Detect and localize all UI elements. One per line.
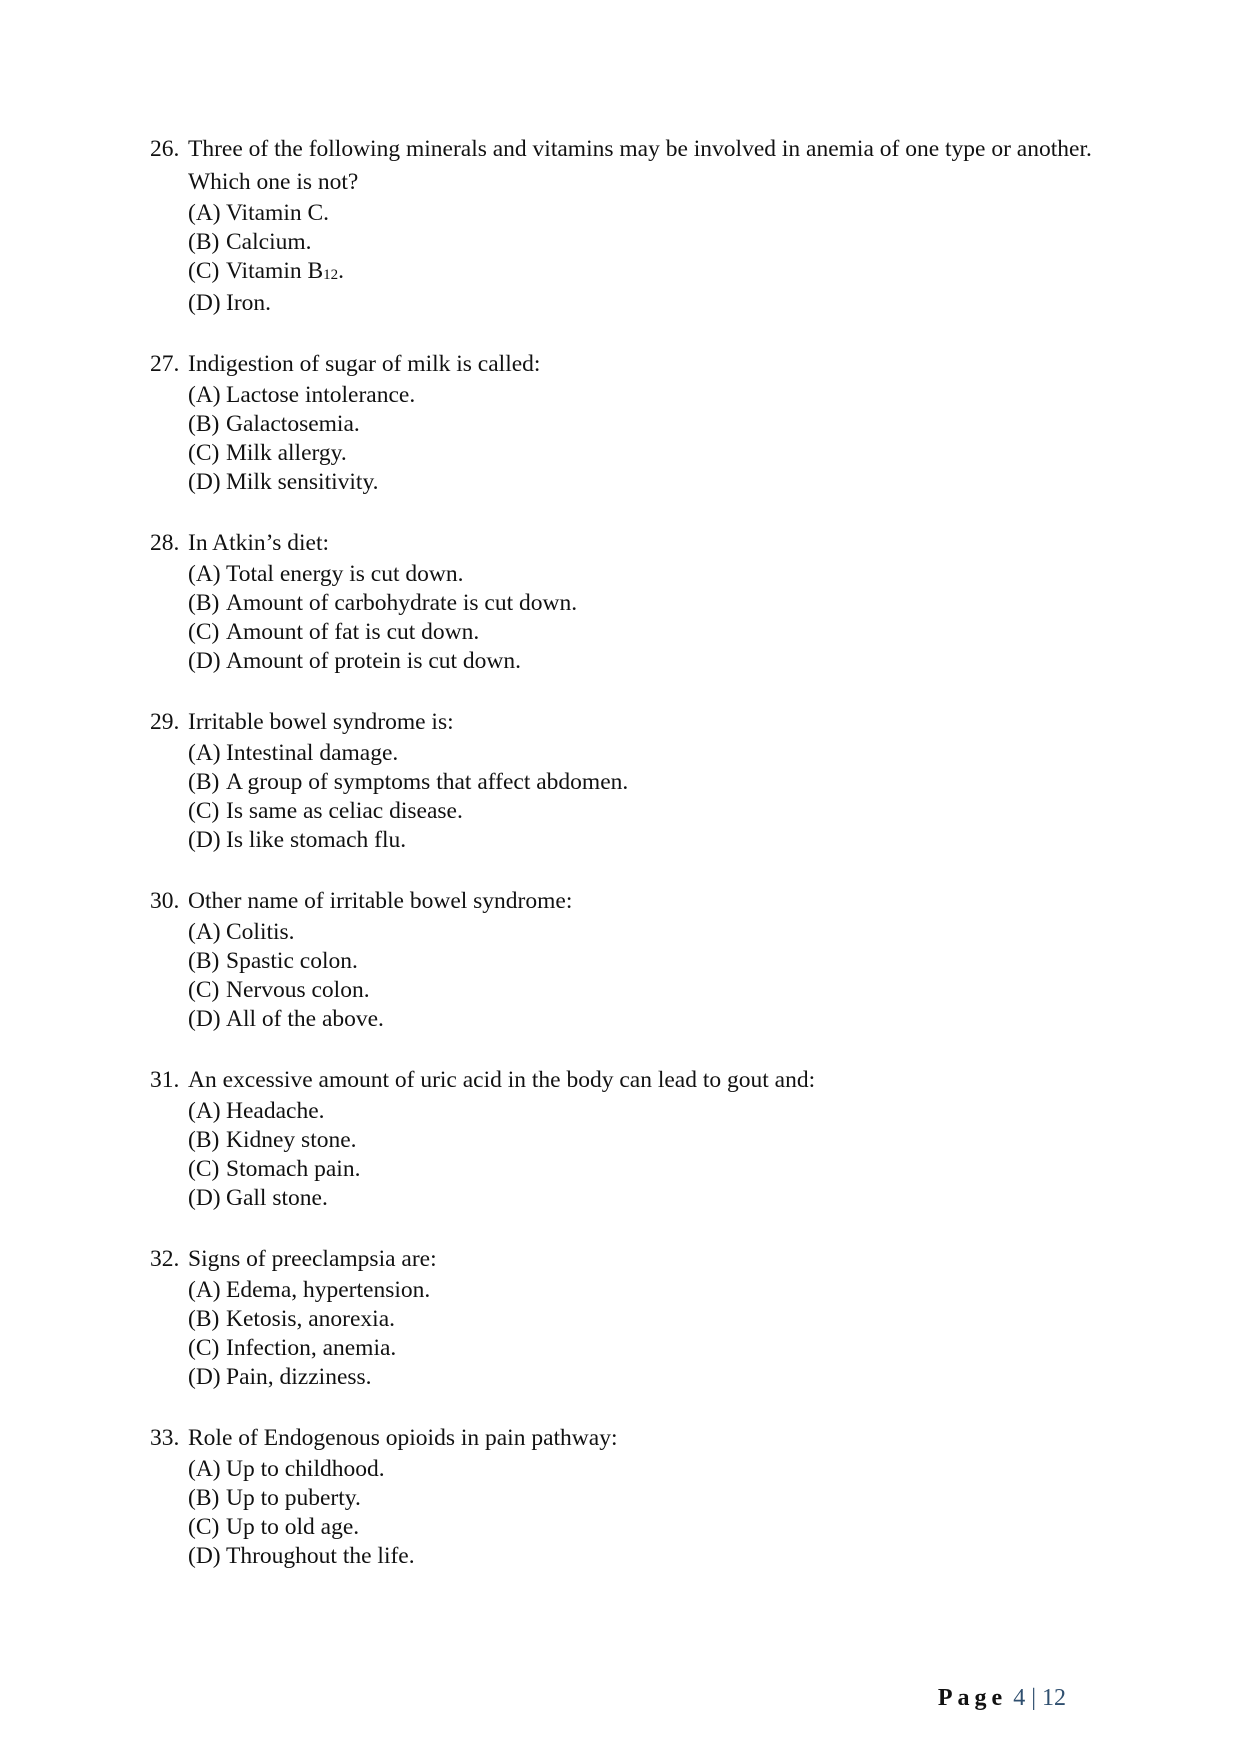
option-item: [188, 1005, 1100, 1034]
option-item: [188, 1305, 1100, 1334]
option-text: [226, 739, 1100, 768]
option-text: [226, 918, 1100, 947]
option-text-main: Edema, hypertension.: [226, 1277, 431, 1303]
option-letter: (C): [188, 258, 220, 284]
option-text: [226, 1542, 1100, 1571]
option-letter: (A): [188, 1456, 221, 1482]
question-item: [150, 706, 1100, 855]
option-letter: (D): [188, 1185, 221, 1211]
option-text-main: Pain, dizziness.: [226, 1364, 372, 1390]
option-item: [188, 468, 1100, 497]
question-stem: [150, 1243, 1100, 1276]
question-number: 33.: [150, 1425, 180, 1451]
option-text-main: Up to puberty.: [226, 1485, 361, 1511]
option-text: [226, 1455, 1100, 1484]
option-item: [188, 1126, 1100, 1155]
option-item: [188, 947, 1100, 976]
question-stem: [150, 706, 1100, 739]
page-label: Page: [937, 1685, 1008, 1711]
option-list: [188, 199, 1100, 318]
question-number: 31.: [150, 1067, 180, 1093]
option-text-main: Is same as celiac disease.: [226, 798, 463, 824]
option-item: [188, 381, 1100, 410]
question-number: 29.: [150, 709, 180, 735]
option-letter: (B): [188, 948, 220, 974]
option-item: [188, 289, 1100, 318]
option-text-main: Headache.: [226, 1098, 325, 1124]
question-number: 32.: [150, 1246, 180, 1272]
option-text-main: Spastic colon.: [226, 948, 358, 974]
option-letter: (A): [188, 1277, 221, 1303]
option-text: [226, 228, 1100, 257]
option-text-main: Up to childhood.: [226, 1456, 385, 1482]
option-text: [226, 439, 1100, 468]
option-text-main: Amount of protein is cut down.: [226, 648, 522, 674]
option-text-main: Amount of fat is cut down.: [226, 619, 480, 645]
question-item: [150, 1243, 1100, 1392]
question-text: Irritable bowel syndrome is:: [188, 709, 454, 735]
option-item: [188, 1334, 1100, 1363]
option-text-main: Gall stone.: [226, 1185, 328, 1211]
option-text-main: Throughout the life.: [226, 1543, 415, 1569]
option-list: [188, 1276, 1100, 1392]
option-text-main: Milk sensitivity.: [226, 469, 379, 495]
option-letter: (D): [188, 827, 221, 853]
option-text-main: A group of symptoms that affect abdomen.: [226, 769, 629, 795]
question-item: [150, 133, 1100, 318]
option-item: [188, 560, 1100, 589]
option-text-main: Is like stomach flu.: [226, 827, 407, 853]
option-text-main: Galactosemia.: [226, 411, 360, 437]
page-number: 4 | 12: [1013, 1685, 1066, 1711]
option-text: [226, 1097, 1100, 1126]
option-text: [226, 410, 1100, 439]
option-item: [188, 976, 1100, 1005]
option-letter: (B): [188, 1306, 220, 1332]
option-text-main: Lactose intolerance.: [226, 382, 416, 408]
option-text: [226, 199, 1100, 228]
option-item: [188, 410, 1100, 439]
option-text: [226, 560, 1100, 589]
question-number: 26.: [150, 136, 180, 162]
option-letter: (A): [188, 1098, 221, 1124]
question-item: [150, 1422, 1100, 1571]
option-letter: (D): [188, 1006, 221, 1032]
option-item: [188, 1155, 1100, 1184]
option-letter: (D): [188, 469, 221, 495]
option-item: [188, 647, 1100, 676]
option-item: [188, 918, 1100, 947]
option-letter: (C): [188, 1514, 220, 1540]
option-letter: (C): [188, 1156, 220, 1182]
option-letter: (C): [188, 798, 220, 824]
option-text: [226, 1276, 1100, 1305]
question-stem: [150, 1422, 1100, 1455]
question-item: [150, 527, 1100, 676]
question-text: Three of the following minerals and vitamins may be involved in anemia of one type or another. Which one is not?: [188, 136, 1092, 195]
option-text-main: Nervous colon.: [226, 977, 370, 1003]
option-letter: (B): [188, 1127, 220, 1153]
option-text: [226, 468, 1100, 497]
option-text: [226, 1513, 1100, 1542]
option-letter: (B): [188, 411, 220, 437]
question-text: In Atkin’s diet:: [188, 530, 329, 556]
option-text: [226, 289, 1100, 318]
question-stem: [150, 348, 1100, 381]
option-item: [188, 826, 1100, 855]
option-letter: (A): [188, 740, 221, 766]
option-text-main: Milk allergy.: [226, 440, 347, 466]
option-text-main: Infection, anemia.: [226, 1335, 397, 1361]
question-list: [150, 133, 1100, 1601]
option-item: [188, 1542, 1100, 1571]
option-letter: (C): [188, 1335, 220, 1361]
option-letter: (A): [188, 382, 221, 408]
question-number: 30.: [150, 888, 180, 914]
option-letter: (C): [188, 440, 220, 466]
question-item: [150, 1064, 1100, 1213]
option-text: [226, 618, 1100, 647]
option-item: [188, 618, 1100, 647]
option-item: [188, 1363, 1100, 1392]
option-text-suffix: .: [338, 258, 345, 284]
question-stem: [150, 133, 1100, 199]
question-text: An excessive amount of uric acid in the body can lead to gout and:: [188, 1067, 816, 1093]
option-text: [226, 797, 1100, 826]
question-number: 28.: [150, 530, 180, 556]
option-text: [226, 1363, 1100, 1392]
option-text-main: Vitamin B: [226, 258, 324, 284]
option-letter: (C): [188, 977, 220, 1003]
option-text-main: Iron.: [226, 290, 272, 316]
question-stem: [150, 1064, 1100, 1097]
option-letter: (D): [188, 1543, 221, 1569]
question-number: 27.: [150, 351, 180, 377]
option-text-main: Amount of carbohydrate is cut down.: [226, 590, 578, 616]
option-item: [188, 1276, 1100, 1305]
option-letter: (B): [188, 1485, 220, 1511]
option-item: [188, 1097, 1100, 1126]
option-item: [188, 1484, 1100, 1513]
option-text: [226, 1155, 1100, 1184]
option-text-main: Intestinal damage.: [226, 740, 399, 766]
question-text: Signs of preeclampsia are:: [188, 1246, 437, 1272]
option-letter: (B): [188, 229, 220, 255]
option-list: [188, 739, 1100, 855]
option-letter: (A): [188, 200, 221, 226]
question-item: [150, 348, 1100, 497]
option-text: [226, 947, 1100, 976]
option-text: [226, 1334, 1100, 1363]
option-text: [226, 381, 1100, 410]
question-stem: [150, 527, 1100, 560]
option-list: [188, 918, 1100, 1034]
option-list: [188, 1097, 1100, 1213]
page-footer: [938, 1683, 1066, 1713]
question-stem: [150, 885, 1100, 918]
option-list: [188, 381, 1100, 497]
option-list: [188, 560, 1100, 676]
question-text: Indigestion of sugar of milk is called:: [188, 351, 541, 377]
option-text: [226, 589, 1100, 618]
option-item: [188, 768, 1100, 797]
option-text: [226, 257, 1100, 289]
option-item: [188, 1513, 1100, 1542]
option-letter: (C): [188, 619, 220, 645]
option-text: [226, 1184, 1100, 1213]
question-text: Role of Endogenous opioids in pain pathway:: [188, 1425, 618, 1451]
option-item: [188, 1184, 1100, 1213]
option-list: [188, 1455, 1100, 1571]
option-item: [188, 228, 1100, 257]
option-text: [226, 1305, 1100, 1334]
option-item: [188, 439, 1100, 468]
question-item: [150, 885, 1100, 1034]
option-letter: (A): [188, 919, 221, 945]
option-item: [188, 1455, 1100, 1484]
option-text-main: Calcium.: [226, 229, 312, 255]
option-item: [188, 589, 1100, 618]
option-text: [226, 1484, 1100, 1513]
option-text-main: Colitis.: [226, 919, 295, 945]
option-text: [226, 1126, 1100, 1155]
option-letter: (D): [188, 648, 221, 674]
option-text: [226, 768, 1100, 797]
option-text-main: Total energy is cut down.: [226, 561, 464, 587]
option-text-main: Kidney stone.: [226, 1127, 357, 1153]
option-text-main: Vitamin C.: [226, 200, 330, 226]
option-letter: (B): [188, 590, 220, 616]
option-text: [226, 1005, 1100, 1034]
option-item: [188, 199, 1100, 228]
option-text-main: All of the above.: [226, 1006, 384, 1032]
option-text-main: Stomach pain.: [226, 1156, 361, 1182]
option-item: [188, 797, 1100, 826]
option-letter: (D): [188, 290, 221, 316]
option-item: [188, 257, 1100, 289]
option-item: [188, 739, 1100, 768]
option-letter: (A): [188, 561, 221, 587]
option-letter: (B): [188, 769, 220, 795]
question-text: Other name of irritable bowel syndrome:: [188, 888, 573, 914]
option-text: [226, 826, 1100, 855]
option-text-main: Ketosis, anorexia.: [226, 1306, 396, 1332]
option-text: [226, 976, 1100, 1005]
option-letter: (D): [188, 1364, 221, 1390]
option-subscript: 12: [323, 267, 339, 283]
option-text-main: Up to old age.: [226, 1514, 360, 1540]
option-text: [226, 647, 1100, 676]
